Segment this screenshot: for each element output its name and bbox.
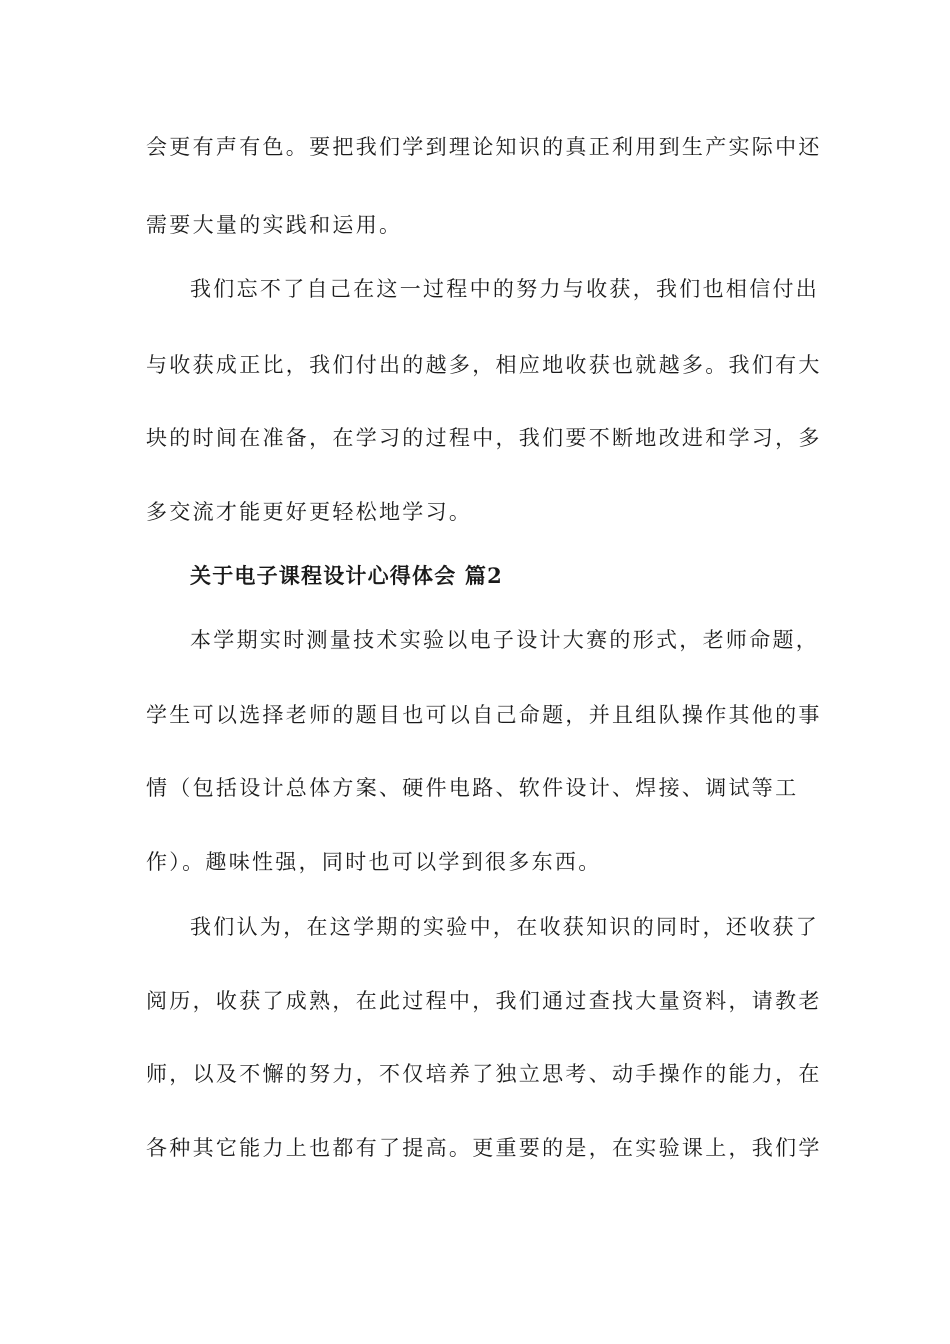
paragraph-line: 各种其它能力上也都有了提高。更重要的是，在实验课上，我们学 <box>146 1136 822 1160</box>
paragraph-line: 本学期实时测量技术实验以电子设计大赛的形式，老师命题， <box>190 628 820 652</box>
paragraph-line: 学生可以选择老师的题目也可以自己命题，并且组队操作其他的事 <box>146 703 822 727</box>
paragraph-line: 需要大量的实践和运用。 <box>146 213 403 237</box>
paragraph-line: 与收获成正比，我们付出的越多，相应地收获也就越多。我们有大 <box>146 353 822 377</box>
section-heading: 关于电子课程设计心得体会 篇2 <box>190 563 503 588</box>
paragraph-line: 我们忘不了自己在这一过程中的努力与收获，我们也相信付出 <box>190 277 820 301</box>
paragraph-line: 作）。趣味性强，同时也可以学到很多东西。 <box>146 850 602 874</box>
paragraph-line: 阅历，收获了成熟，在此过程中，我们通过查找大量资料，请教老 <box>146 989 822 1013</box>
paragraph-line: 会更有声有色。要把我们学到理论知识的真正利用到生产实际中还 <box>146 135 822 159</box>
paragraph-line: 师，以及不懈的努力，不仅培养了独立思考、动手操作的能力，在 <box>146 1062 822 1086</box>
paragraph-line: 多交流才能更好更轻松地学习。 <box>146 500 473 524</box>
paragraph-line: 块的时间在准备，在学习的过程中，我们要不断地改进和学习，多 <box>146 426 822 450</box>
paragraph-line: 情（包括设计总体方案、硬件电路、软件设计、焊接、调试等工 <box>146 776 799 800</box>
paragraph-line: 我们认为，在这学期的实验中，在收获知识的同时，还收获了 <box>190 915 820 939</box>
